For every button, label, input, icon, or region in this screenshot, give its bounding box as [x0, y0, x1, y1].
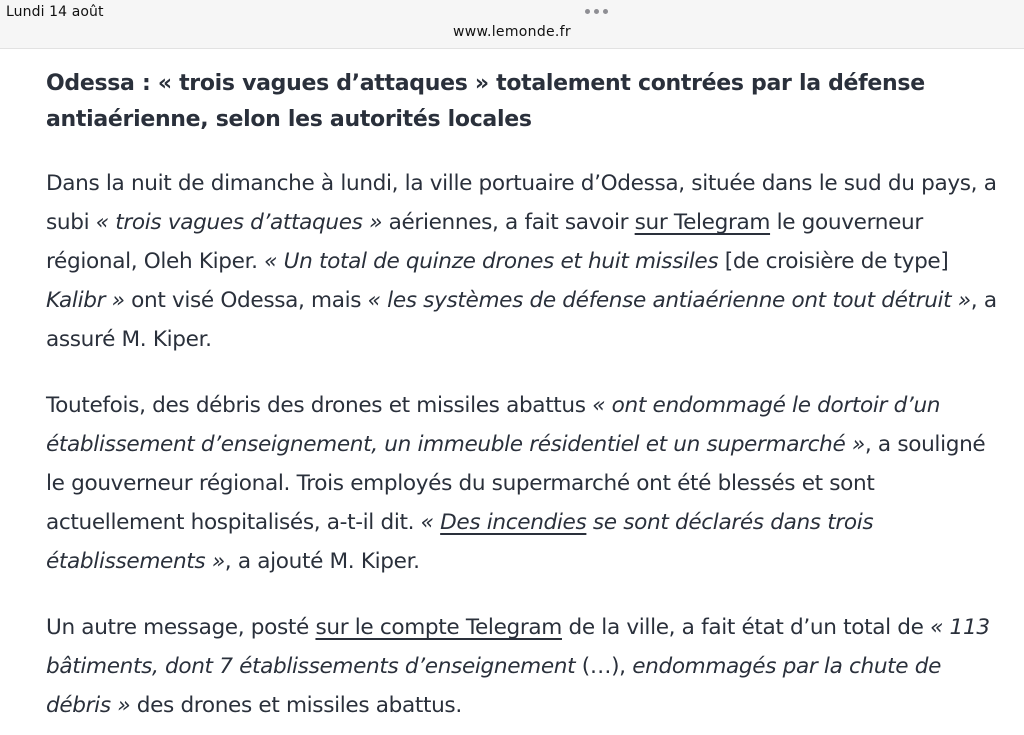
quote: « les systèmes de défense antiaérienne ont tout détruit » — [367, 288, 971, 313]
live-post-headline: Odessa : « trois vagues d’attaques » totalement contrées par la défense antiaérienne, selon les autorités locales — [46, 71, 925, 132]
status-date: Lundi 14 août — [6, 4, 104, 20]
article-paragraph-1 — [46, 164, 1006, 359]
quote: « 113 bâtiments, dont 7 établissements d’enseignement — [46, 615, 990, 679]
text: Un autre message, posté — [46, 615, 316, 640]
text: , a ajouté M. Kiper. — [224, 549, 420, 574]
incendies-link[interactable]: Des incendies — [440, 510, 587, 535]
text: [de croisière de type] — [718, 249, 949, 274]
text: ont visé Odessa, mais — [124, 288, 368, 313]
text: , a souligné le gouverneur régional. Trois employés du supermarché ont été blessés et sont actuellement hospitalisés, a-t-il dit. — [46, 432, 986, 535]
article-paragraph-2 — [46, 386, 1006, 581]
article-paragraph-3 — [46, 608, 1006, 725]
text: le gouverneur régional, Oleh Kiper. — [46, 210, 923, 274]
text: Toutefois, des débris des drones et missiles abattus — [46, 393, 593, 418]
browser-top-bar — [0, 0, 1024, 49]
telegram-account-link[interactable]: sur le compte Telegram — [315, 615, 562, 640]
telegram-link[interactable]: sur Telegram — [634, 210, 771, 235]
quote: se sont déclarés dans trois établissements » — [46, 510, 874, 574]
quote: « Un total de quinze drones et huit missiles — [264, 249, 719, 274]
quote: « trois vagues d’attaques » — [95, 210, 383, 235]
article-body — [46, 66, 1006, 725]
text: (…), — [575, 654, 633, 679]
text: de la ville, a fait état d’un total de — [561, 615, 931, 640]
quote: Kalibr » — [46, 288, 125, 313]
text: aériennes, a fait savoir — [382, 210, 635, 235]
text: Dans la nuit de dimanche à lundi, la ville portuaire d’Odessa, située dans le sud du pays, a subi — [46, 171, 997, 235]
more-icon[interactable] — [585, 9, 608, 14]
quote: endommagés par la chute de débris » — [46, 654, 942, 718]
quote: « ont endommagé le dortoir d’un établissement d’enseignement, un immeuble résidentiel et un supermarché » — [46, 393, 941, 457]
quote: « — [420, 510, 441, 535]
text: , a assuré M. Kiper. — [46, 288, 997, 352]
text: des drones et missiles abattus. — [130, 693, 462, 718]
address-bar-url[interactable]: www.lemonde.fr — [453, 24, 571, 40]
